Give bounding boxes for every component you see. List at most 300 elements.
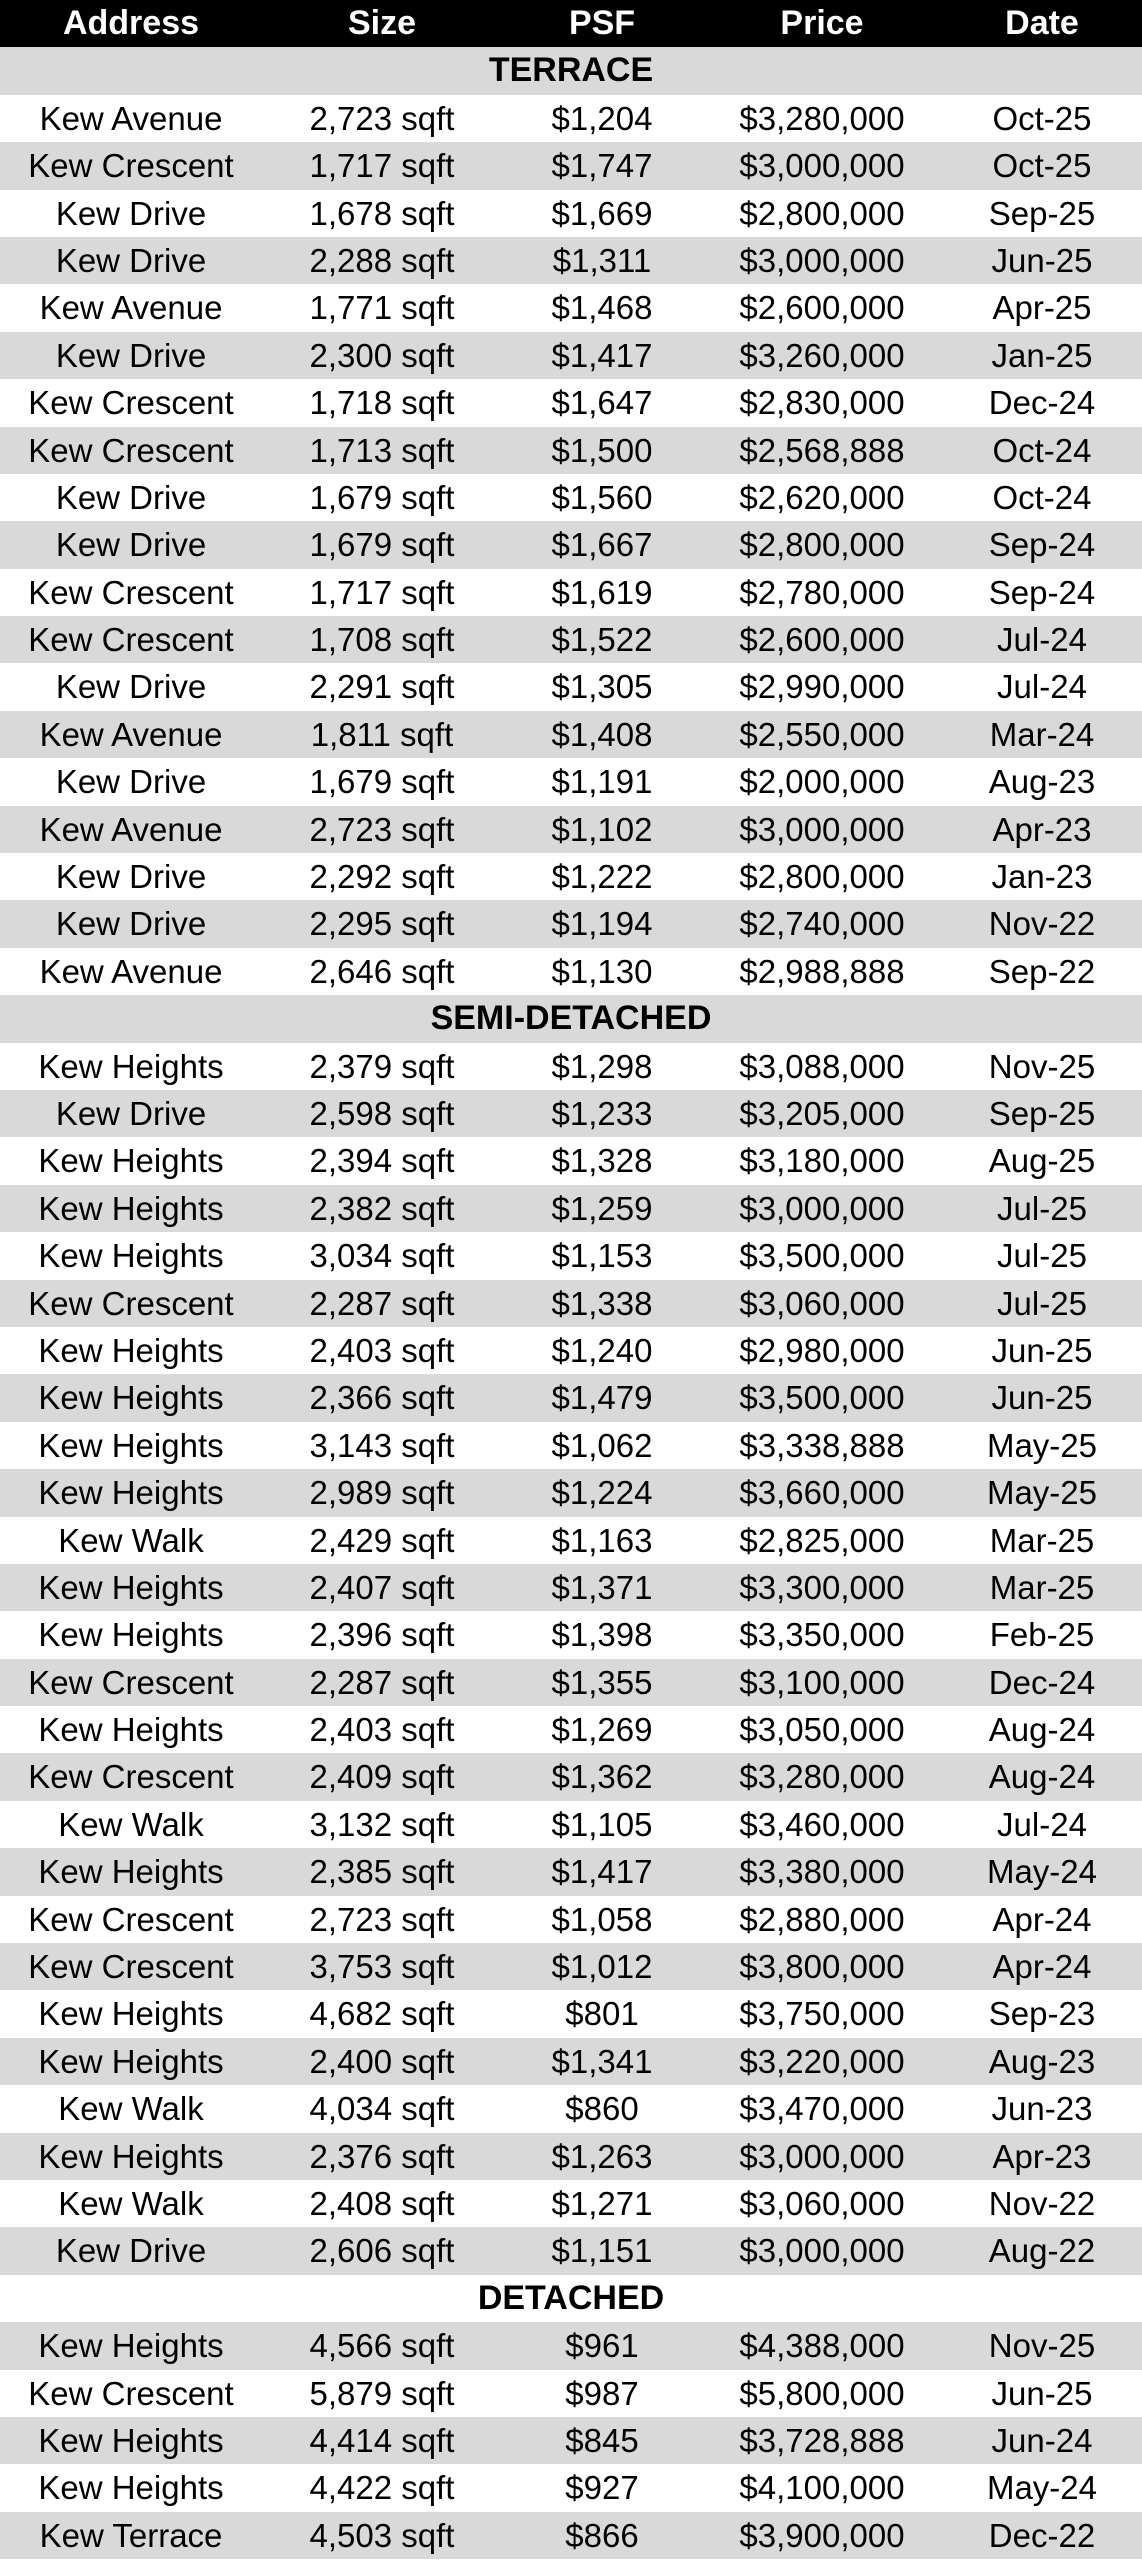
table-row xyxy=(0,1280,1142,1327)
cell-size: 2,394 sqft xyxy=(309,1142,455,1180)
cell-date: Apr-24 xyxy=(992,1948,1092,1986)
cell-date: Nov-25 xyxy=(988,1047,1096,1085)
cell-psf: $1,058 xyxy=(551,1900,653,1938)
table-row xyxy=(0,1422,1142,1469)
cell-address: Kew Crescent xyxy=(28,1948,234,1986)
cell-price: $2,830,000 xyxy=(739,384,905,422)
cell-psf: $1,500 xyxy=(551,431,653,469)
table-row xyxy=(0,1801,1142,1848)
cell-date: Sep-24 xyxy=(988,573,1096,611)
cell-date: Oct-24 xyxy=(992,478,1092,516)
cell-psf: $845 xyxy=(565,2421,639,2459)
cell-date: Jun-25 xyxy=(991,1379,1093,1417)
cell-size: 1,717 sqft xyxy=(309,573,455,611)
column-header-price: Price xyxy=(780,4,864,42)
cell-date: Nov-22 xyxy=(988,905,1096,943)
table-row xyxy=(0,1611,1142,1658)
cell-price: $2,800,000 xyxy=(739,858,905,896)
cell-price: $3,100,000 xyxy=(739,1663,905,1701)
cell-psf: $1,747 xyxy=(551,147,653,185)
cell-address: Kew Avenue xyxy=(39,99,223,137)
cell-address: Kew Avenue xyxy=(39,952,223,990)
cell-date: Sep-25 xyxy=(988,1094,1096,1132)
cell-size: 1,717 sqft xyxy=(309,147,455,185)
cell-date: May-24 xyxy=(986,1853,1098,1891)
cell-price: $3,750,000 xyxy=(739,1995,905,2033)
cell-size: 2,382 sqft xyxy=(309,1189,455,1227)
cell-size: 2,400 sqft xyxy=(309,2042,455,2080)
cell-price: $3,500,000 xyxy=(739,1379,905,1417)
cell-price: $2,880,000 xyxy=(739,1900,905,1938)
table-row xyxy=(0,569,1142,616)
cell-date: Feb-25 xyxy=(989,1616,1095,1654)
cell-psf: $860 xyxy=(565,2090,639,2128)
cell-size: 1,771 sqft xyxy=(309,289,455,327)
cell-address: Kew Drive xyxy=(55,905,207,943)
cell-address: Kew Heights xyxy=(38,1711,224,1749)
cell-psf: $961 xyxy=(565,2327,639,2365)
cell-price: $3,500,000 xyxy=(739,1237,905,1275)
cell-psf: $1,151 xyxy=(551,2232,653,2270)
cell-size: 2,646 sqft xyxy=(309,952,455,990)
cell-psf: $1,233 xyxy=(551,1094,653,1132)
cell-date: Dec-22 xyxy=(988,2516,1096,2554)
table-row xyxy=(0,95,1142,142)
cell-address: Kew Heights xyxy=(38,2042,224,2080)
table-row xyxy=(0,1137,1142,1184)
cell-address: Kew Drive xyxy=(55,336,207,374)
cell-address: Kew Walk xyxy=(58,2090,204,2128)
cell-psf: $1,417 xyxy=(551,1853,653,1891)
cell-psf: $1,619 xyxy=(551,573,653,611)
cell-price: $2,620,000 xyxy=(739,478,905,516)
cell-psf: $1,204 xyxy=(551,99,653,137)
cell-address: Kew Crescent xyxy=(28,2374,234,2412)
section-header-row xyxy=(0,47,1142,94)
cell-address: Kew Heights xyxy=(38,1616,224,1654)
table-row xyxy=(0,2085,1142,2132)
cell-date: Aug-23 xyxy=(988,2042,1096,2080)
cell-address: Kew Crescent xyxy=(28,431,234,469)
cell-psf: $1,328 xyxy=(551,1142,653,1180)
cell-date: Jul-25 xyxy=(997,1284,1087,1322)
cell-size: 2,385 sqft xyxy=(309,1853,455,1891)
section-header-row xyxy=(0,2275,1142,2322)
cell-size: 2,606 sqft xyxy=(309,2232,455,2270)
table-row xyxy=(0,1943,1142,1990)
table-row xyxy=(0,1564,1142,1611)
table-row xyxy=(0,190,1142,237)
cell-price: $3,728,888 xyxy=(739,2421,905,2459)
cell-psf: $1,398 xyxy=(551,1616,653,1654)
cell-date: May-24 xyxy=(986,2469,1098,2507)
cell-psf: $1,522 xyxy=(551,621,653,659)
table-row xyxy=(0,1990,1142,2037)
cell-date: Jun-25 xyxy=(991,241,1093,279)
cell-price: $5,800,000 xyxy=(739,2374,905,2412)
cell-psf: $1,468 xyxy=(551,289,653,327)
cell-price: $2,550,000 xyxy=(739,715,905,753)
column-header-psf: PSF xyxy=(568,4,636,42)
cell-psf: $1,560 xyxy=(551,478,653,516)
cell-address: Kew Heights xyxy=(38,1189,224,1227)
cell-psf: $1,341 xyxy=(551,2042,653,2080)
cell-price: $3,900,000 xyxy=(739,2516,905,2554)
cell-size: 2,376 sqft xyxy=(309,2137,455,2175)
cell-address: Kew Avenue xyxy=(39,289,223,327)
cell-size: 2,598 sqft xyxy=(309,1094,455,1132)
cell-address: Kew Heights xyxy=(38,1331,224,1369)
cell-size: 3,143 sqft xyxy=(309,1426,455,1464)
cell-date: Oct-24 xyxy=(992,431,1092,469)
cell-size: 4,422 sqft xyxy=(309,2469,455,2507)
cell-size: 1,679 sqft xyxy=(309,478,455,516)
cell-address: Kew Heights xyxy=(38,2137,224,2175)
cell-address: Kew Walk xyxy=(58,2184,204,2222)
cell-size: 1,811 sqft xyxy=(310,715,454,753)
cell-date: Sep-22 xyxy=(988,952,1096,990)
table-row xyxy=(0,379,1142,426)
cell-psf: $1,408 xyxy=(551,715,653,753)
cell-psf: $1,362 xyxy=(551,1758,653,1796)
cell-date: Nov-22 xyxy=(988,2184,1096,2222)
table-row xyxy=(0,2464,1142,2511)
table-row xyxy=(0,1327,1142,1374)
cell-price: $3,460,000 xyxy=(739,1805,905,1843)
cell-psf: $1,371 xyxy=(551,1568,653,1606)
cell-psf: $1,479 xyxy=(551,1379,653,1417)
cell-price: $3,660,000 xyxy=(739,1474,905,1512)
cell-address: Kew Crescent xyxy=(28,147,234,185)
cell-psf: $927 xyxy=(565,2469,639,2507)
cell-psf: $1,269 xyxy=(551,1711,653,1749)
cell-price: $2,568,888 xyxy=(739,431,905,469)
cell-size: 4,034 sqft xyxy=(309,2090,455,2128)
cell-price: $3,300,000 xyxy=(739,1568,905,1606)
cell-address: Kew Heights xyxy=(38,1853,224,1891)
cell-price: $3,350,000 xyxy=(739,1616,905,1654)
cell-address: Kew Walk xyxy=(58,1521,204,1559)
cell-address: Kew Heights xyxy=(38,1379,224,1417)
table-row xyxy=(0,1517,1142,1564)
cell-address: Kew Drive xyxy=(55,241,207,279)
cell-date: Jul-24 xyxy=(997,621,1087,659)
cell-psf: $1,355 xyxy=(551,1663,653,1701)
cell-date: Aug-22 xyxy=(988,2232,1096,2270)
cell-address: Kew Crescent xyxy=(28,1758,234,1796)
cell-psf: $1,012 xyxy=(551,1948,653,1986)
cell-psf: $1,062 xyxy=(551,1426,653,1464)
cell-size: 2,723 sqft xyxy=(309,1900,455,1938)
table-row xyxy=(0,237,1142,284)
table-row xyxy=(0,332,1142,379)
table-row xyxy=(0,521,1142,568)
cell-address: Kew Walk xyxy=(58,1805,204,1843)
cell-size: 2,379 sqft xyxy=(309,1047,455,1085)
cell-size: 2,291 sqft xyxy=(309,668,455,706)
cell-psf: $1,271 xyxy=(551,2184,653,2222)
cell-date: Mar-25 xyxy=(989,1568,1095,1606)
cell-price: $2,988,888 xyxy=(739,952,905,990)
cell-price: $2,825,000 xyxy=(739,1521,905,1559)
table-row xyxy=(0,711,1142,758)
cell-size: 2,403 sqft xyxy=(309,1711,455,1749)
cell-psf: $1,163 xyxy=(551,1521,653,1559)
cell-date: Nov-25 xyxy=(988,2327,1096,2365)
cell-price: $3,000,000 xyxy=(739,1189,905,1227)
table-row xyxy=(0,1232,1142,1279)
section-title: DETACHED xyxy=(477,2278,665,2317)
cell-price: $3,470,000 xyxy=(739,2090,905,2128)
cell-date: Sep-23 xyxy=(988,1995,1096,2033)
cell-size: 2,408 sqft xyxy=(309,2184,455,2222)
cell-address: Kew Avenue xyxy=(39,810,223,848)
cell-size: 1,679 sqft xyxy=(309,526,455,564)
cell-date: Aug-24 xyxy=(988,1758,1096,1796)
cell-price: $4,388,000 xyxy=(739,2327,905,2365)
cell-price: $3,280,000 xyxy=(739,1758,905,1796)
cell-size: 2,287 sqft xyxy=(309,1663,455,1701)
cell-address: Kew Drive xyxy=(55,2232,207,2270)
cell-price: $3,088,000 xyxy=(739,1047,905,1085)
cell-size: 3,034 sqft xyxy=(309,1237,455,1275)
cell-address: Kew Heights xyxy=(38,1474,224,1512)
cell-price: $3,060,000 xyxy=(739,1284,905,1322)
cell-psf: $987 xyxy=(565,2374,639,2412)
cell-size: 3,753 sqft xyxy=(309,1948,455,1986)
cell-date: May-25 xyxy=(986,1474,1098,1512)
cell-psf: $1,224 xyxy=(551,1474,653,1512)
cell-date: Apr-23 xyxy=(992,2137,1092,2175)
cell-date: Jun-24 xyxy=(991,2421,1093,2459)
cell-date: Sep-24 xyxy=(988,526,1096,564)
cell-price: $2,000,000 xyxy=(739,763,905,801)
table-row xyxy=(0,2322,1142,2369)
table-row xyxy=(0,853,1142,900)
cell-price: $3,280,000 xyxy=(739,99,905,137)
cell-date: Jul-25 xyxy=(997,1189,1087,1227)
cell-address: Kew Drive xyxy=(55,478,207,516)
cell-price: $3,180,000 xyxy=(739,1142,905,1180)
cell-address: Kew Crescent xyxy=(28,384,234,422)
cell-size: 4,682 sqft xyxy=(309,1995,455,2033)
cell-price: $3,338,888 xyxy=(739,1426,905,1464)
cell-date: Jan-25 xyxy=(991,336,1093,374)
cell-date: Mar-24 xyxy=(989,715,1095,753)
cell-address: Kew Heights xyxy=(38,1237,224,1275)
cell-size: 1,713 sqft xyxy=(309,431,455,469)
table-body xyxy=(0,47,1142,2559)
cell-price: $3,000,000 xyxy=(739,2137,905,2175)
cell-psf: $1,222 xyxy=(551,858,653,896)
table-row xyxy=(0,2038,1142,2085)
table-row xyxy=(0,1659,1142,1706)
cell-price: $2,600,000 xyxy=(739,621,905,659)
cell-address: Kew Heights xyxy=(38,2421,224,2459)
table-row xyxy=(0,616,1142,663)
cell-psf: $1,259 xyxy=(551,1189,653,1227)
cell-address: Kew Avenue xyxy=(39,715,223,753)
cell-size: 2,409 sqft xyxy=(309,1758,455,1796)
cell-price: $3,000,000 xyxy=(739,241,905,279)
cell-address: Kew Drive xyxy=(55,1094,207,1132)
column-header-address: Address xyxy=(62,4,200,42)
cell-size: 3,132 sqft xyxy=(309,1805,455,1843)
cell-size: 1,718 sqft xyxy=(309,384,455,422)
cell-psf: $1,130 xyxy=(551,952,653,990)
cell-psf: $1,194 xyxy=(551,905,653,943)
cell-date: Jun-25 xyxy=(991,1331,1093,1369)
cell-address: Kew Drive xyxy=(55,526,207,564)
cell-date: Apr-25 xyxy=(992,289,1092,327)
cell-price: $2,800,000 xyxy=(739,194,905,232)
cell-psf: $1,102 xyxy=(551,810,653,848)
cell-psf: $1,311 xyxy=(552,241,652,279)
table-row xyxy=(0,2180,1142,2227)
cell-psf: $1,338 xyxy=(551,1284,653,1322)
table-row xyxy=(0,474,1142,521)
table-row xyxy=(0,1374,1142,1421)
cell-address: Kew Drive xyxy=(55,763,207,801)
cell-size: 2,300 sqft xyxy=(309,336,455,374)
cell-psf: $801 xyxy=(565,1995,639,2033)
cell-size: 2,295 sqft xyxy=(309,905,455,943)
cell-size: 2,723 sqft xyxy=(309,99,455,137)
cell-psf: $866 xyxy=(565,2516,639,2554)
cell-size: 1,678 sqft xyxy=(309,194,455,232)
table-row xyxy=(0,2417,1142,2464)
cell-price: $3,050,000 xyxy=(739,1711,905,1749)
table-row xyxy=(0,948,1142,995)
cell-address: Kew Heights xyxy=(38,1142,224,1180)
cell-address: Kew Crescent xyxy=(28,1900,234,1938)
cell-date: Aug-23 xyxy=(988,763,1096,801)
cell-date: Jun-25 xyxy=(991,2374,1093,2412)
cell-date: Dec-24 xyxy=(988,384,1096,422)
cell-price: $2,740,000 xyxy=(739,905,905,943)
cell-size: 5,879 sqft xyxy=(309,2374,455,2412)
cell-size: 2,403 sqft xyxy=(309,1331,455,1369)
cell-price: $3,220,000 xyxy=(739,2042,905,2080)
cell-date: Aug-25 xyxy=(988,1142,1096,1180)
cell-price: $2,800,000 xyxy=(739,526,905,564)
table-row xyxy=(0,806,1142,853)
cell-date: Oct-25 xyxy=(992,99,1092,137)
cell-size: 1,708 sqft xyxy=(309,621,455,659)
cell-date: Sep-25 xyxy=(988,194,1096,232)
cell-psf: $1,669 xyxy=(551,194,653,232)
cell-psf: $1,153 xyxy=(551,1237,653,1275)
cell-address: Kew Crescent xyxy=(28,1284,234,1322)
table-row xyxy=(0,1043,1142,1090)
cell-address: Kew Heights xyxy=(38,1047,224,1085)
cell-address: Kew Terrace xyxy=(39,2516,223,2554)
table-row xyxy=(0,663,1142,710)
cell-size: 2,396 sqft xyxy=(309,1616,455,1654)
table-row xyxy=(0,142,1142,189)
cell-psf: $1,105 xyxy=(551,1805,653,1843)
table-row xyxy=(0,1896,1142,1943)
cell-address: Kew Drive xyxy=(55,858,207,896)
cell-psf: $1,667 xyxy=(551,526,653,564)
table-row xyxy=(0,2133,1142,2180)
cell-address: Kew Heights xyxy=(38,1426,224,1464)
cell-price: $3,000,000 xyxy=(739,810,905,848)
table-row xyxy=(0,284,1142,331)
cell-price: $3,260,000 xyxy=(739,336,905,374)
section-header-row xyxy=(0,995,1142,1042)
cell-size: 1,679 sqft xyxy=(309,763,455,801)
cell-size: 2,407 sqft xyxy=(309,1568,455,1606)
cell-size: 4,414 sqft xyxy=(309,2421,455,2459)
cell-size: 4,503 sqft xyxy=(309,2516,455,2554)
cell-price: $3,000,000 xyxy=(739,147,905,185)
column-header-size: Size xyxy=(347,4,417,42)
cell-price: $3,800,000 xyxy=(739,1948,905,1986)
cell-price: $2,600,000 xyxy=(739,289,905,327)
cell-size: 2,723 sqft xyxy=(309,810,455,848)
cell-address: Kew Heights xyxy=(38,2327,224,2365)
table-row xyxy=(0,900,1142,947)
cell-size: 2,292 sqft xyxy=(309,858,455,896)
cell-psf: $1,417 xyxy=(551,336,653,374)
cell-psf: $1,305 xyxy=(551,668,653,706)
cell-date: May-25 xyxy=(986,1426,1098,1464)
table-row xyxy=(0,2512,1142,2559)
cell-date: Jul-24 xyxy=(997,668,1087,706)
cell-address: Kew Crescent xyxy=(28,573,234,611)
cell-psf: $1,263 xyxy=(551,2137,653,2175)
table-row xyxy=(0,1848,1142,1895)
cell-price: $2,980,000 xyxy=(739,1331,905,1369)
cell-price: $3,060,000 xyxy=(739,2184,905,2222)
cell-date: Mar-25 xyxy=(989,1521,1095,1559)
cell-date: Aug-24 xyxy=(988,1711,1096,1749)
cell-price: $3,380,000 xyxy=(739,1853,905,1891)
cell-price: $3,205,000 xyxy=(739,1094,905,1132)
cell-date: Jul-24 xyxy=(997,1805,1087,1843)
section-title: SEMI-DETACHED xyxy=(430,999,712,1038)
table-row xyxy=(0,1090,1142,1137)
cell-size: 2,429 sqft xyxy=(309,1521,455,1559)
cell-address: Kew Drive xyxy=(55,668,207,706)
cell-address: Kew Heights xyxy=(38,2469,224,2507)
cell-size: 2,366 sqft xyxy=(309,1379,455,1417)
cell-size: 2,989 sqft xyxy=(309,1474,455,1512)
table-row xyxy=(0,758,1142,805)
table-row xyxy=(0,427,1142,474)
cell-address: Kew Heights xyxy=(38,1995,224,2033)
cell-price: $4,100,000 xyxy=(739,2469,905,2507)
cell-size: 2,288 sqft xyxy=(309,241,455,279)
cell-psf: $1,647 xyxy=(551,384,653,422)
cell-price: $3,000,000 xyxy=(739,2232,905,2270)
table-row xyxy=(0,2370,1142,2417)
cell-date: Apr-23 xyxy=(992,810,1092,848)
cell-date: Jun-23 xyxy=(991,2090,1093,2128)
cell-price: $2,780,000 xyxy=(739,573,905,611)
cell-date: Jan-23 xyxy=(991,858,1093,896)
cell-address: Kew Drive xyxy=(55,194,207,232)
cell-date: Oct-25 xyxy=(992,147,1092,185)
table-row xyxy=(0,1469,1142,1516)
cell-size: 4,566 sqft xyxy=(309,2327,455,2365)
column-header-date: Date xyxy=(1005,4,1079,42)
cell-size: 2,287 sqft xyxy=(309,1284,455,1322)
cell-address: Kew Crescent xyxy=(28,1663,234,1701)
cell-date: Apr-24 xyxy=(992,1900,1092,1938)
table-row xyxy=(0,1185,1142,1232)
